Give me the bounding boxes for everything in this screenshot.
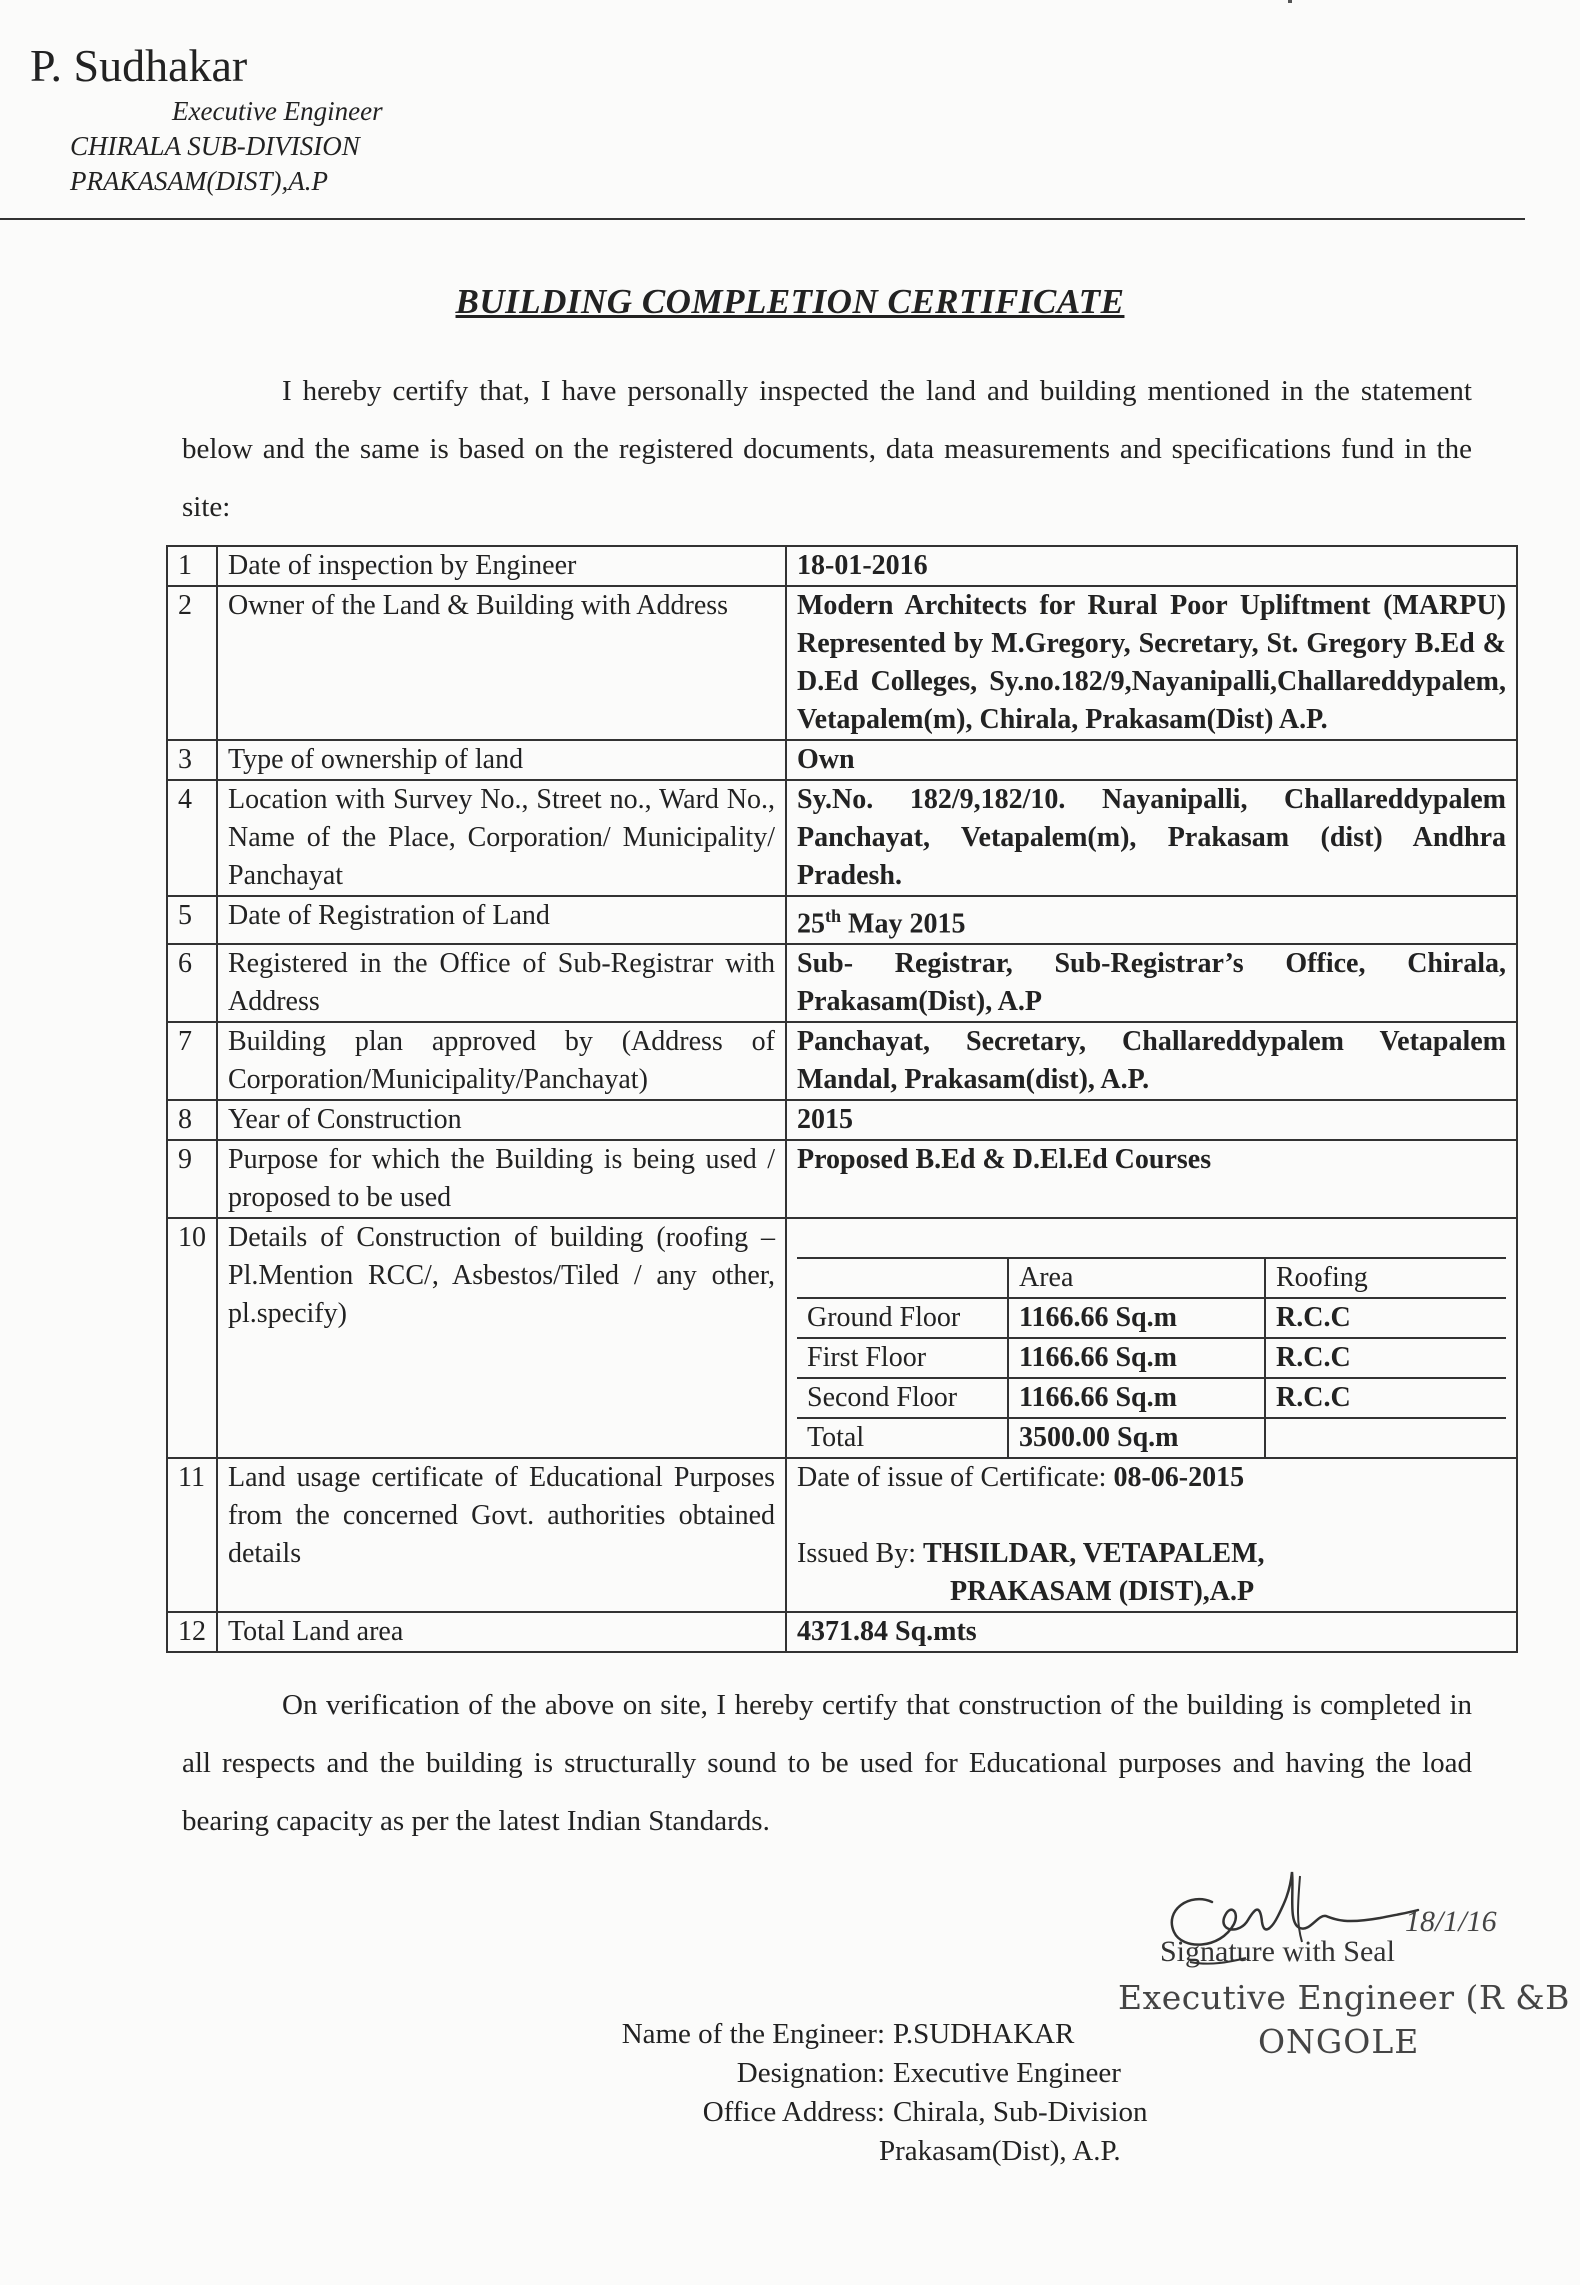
floor-name: First Floor xyxy=(797,1338,1008,1378)
registration-day-suffix: th xyxy=(825,906,842,926)
table-row xyxy=(167,944,1517,1022)
floor-area: 1166.66 Sq.m xyxy=(1008,1338,1265,1378)
engineer-name-label: Name of the Engineer: xyxy=(621,2018,885,2050)
row-number: 8 xyxy=(167,1100,217,1140)
row-value: 2015 xyxy=(786,1100,1517,1140)
engineer-office-label: Office Address: xyxy=(702,2096,885,2128)
letterhead-district: PRAKASAM(DIST),A.P xyxy=(70,166,328,196)
row-number: 9 xyxy=(167,1140,217,1218)
engineer-values xyxy=(879,2015,1148,2171)
table-row xyxy=(797,1298,1506,1338)
row-value: Sy.No. 182/9,182/10. Nayanipalli, Challareddypalem Panchayat, Vetapalem(m), Prakasam (dist) Andhra Pradesh. xyxy=(786,780,1517,896)
document-title: BUILDING COMPLETION CERTIFICATE xyxy=(455,282,1125,321)
issued-by-continuation: PRAKASAM (DIST),A.P xyxy=(950,1576,1255,1608)
table-row xyxy=(167,1458,1517,1612)
row-value: Proposed B.Ed & D.El.Ed Courses xyxy=(786,1140,1517,1218)
letterhead-designation: Executive Engineer xyxy=(172,96,383,126)
row-value: Own xyxy=(786,740,1517,780)
table-row xyxy=(167,586,1517,740)
issued-by-label: Issued By: xyxy=(797,1538,916,1570)
construction-header-blank xyxy=(797,1258,1008,1298)
row-number: 3 xyxy=(167,740,217,780)
certificate-table xyxy=(166,545,1518,1653)
table-row xyxy=(797,1338,1506,1378)
table-row xyxy=(167,1218,1517,1458)
row-label: Location with Survey No., Street no., Ward No., Name of the Place, Corporation/ Municipality/ Panchayat xyxy=(217,780,786,896)
row-label: Details of Construction of building (roofing –Pl.Mention RCC/, Asbestos/Tiled / any other, pl.specify) xyxy=(217,1218,786,1458)
seal-place: ONGOLE xyxy=(1258,2022,1420,2061)
floor-name: Ground Floor xyxy=(797,1298,1008,1338)
construction-header-row xyxy=(797,1258,1506,1298)
engineer-labels xyxy=(622,2015,885,2132)
registration-month-year: May 2015 xyxy=(848,908,966,940)
total-roofing-blank xyxy=(1265,1418,1506,1457)
table-row xyxy=(167,1612,1517,1652)
total-area: 3500.00 Sq.m xyxy=(1008,1418,1265,1457)
construction-table xyxy=(797,1219,1506,1457)
certificate-issue-date xyxy=(797,1459,1506,1497)
engineer-office-value-cont: Prakasam(Dist), A.P. xyxy=(879,2135,1121,2167)
header-divider xyxy=(0,218,1525,220)
table-row xyxy=(167,546,1517,586)
table-row xyxy=(167,1022,1517,1100)
row-label: Registered in the Office of Sub-Registrar with Address xyxy=(217,944,786,1022)
table-row xyxy=(797,1378,1506,1418)
table-row xyxy=(167,1140,1517,1218)
construction-spacer-cell xyxy=(797,1219,1506,1258)
intro-paragraph: I hereby certify that, I have personally inspected the land and building mentioned in the statement below and the same is based on the registered documents, data measurements and specifications fund in the site: xyxy=(182,375,1472,523)
row-value: 18-01-2016 xyxy=(786,546,1517,586)
letterhead-subdivision: CHIRALA SUB-DIVISION xyxy=(70,131,360,161)
total-label: Total xyxy=(797,1418,1008,1457)
row-value: Sub- Registrar, Sub-Registrar’s Office, Chirala, Prakasam(Dist), A.P xyxy=(786,944,1517,1022)
row-label: Type of ownership of land xyxy=(217,740,786,780)
row-value xyxy=(786,896,1517,944)
row-number: 4 xyxy=(167,780,217,896)
row-label: Year of Construction xyxy=(217,1100,786,1140)
seal-designation: Executive Engineer (R &B xyxy=(1118,1978,1570,2017)
construction-header-area: Area xyxy=(1008,1258,1265,1298)
signature-caption: Signature with Seal xyxy=(1160,1935,1395,1968)
floor-name: Second Floor xyxy=(797,1378,1008,1418)
engineer-designation-value: Executive Engineer xyxy=(893,2057,1121,2089)
row-number: 2 xyxy=(167,586,217,740)
row-number: 12 xyxy=(167,1612,217,1652)
scan-mark xyxy=(1288,0,1292,3)
row-label: Building plan approved by (Address of Corporation/Municipality/Panchayat) xyxy=(217,1022,786,1100)
construction-header-roofing: Roofing xyxy=(1265,1258,1506,1298)
row-label: Date of inspection by Engineer xyxy=(217,546,786,586)
floor-area: 1166.66 Sq.m xyxy=(1008,1378,1265,1418)
letterhead-name: P. Sudhakar xyxy=(30,40,248,91)
floor-roofing: R.C.C xyxy=(1265,1378,1506,1418)
issued-by-value: THSILDAR, VETAPALEM, xyxy=(923,1538,1265,1570)
floor-roofing: R.C.C xyxy=(1265,1298,1506,1338)
table-row xyxy=(167,780,1517,896)
engineer-name-value: P.SUDHAKAR xyxy=(893,2018,1075,2050)
table-row xyxy=(167,740,1517,780)
table-row xyxy=(167,896,1517,944)
table-row xyxy=(167,1100,1517,1140)
row-label: Date of Registration of Land xyxy=(217,896,786,944)
floor-area: 1166.66 Sq.m xyxy=(1008,1298,1265,1338)
row-number: 10 xyxy=(167,1218,217,1458)
land-usage-details xyxy=(786,1458,1517,1612)
issue-date-value: 08-06-2015 xyxy=(1113,1462,1245,1494)
row-number: 6 xyxy=(167,944,217,1022)
letterhead xyxy=(30,38,383,199)
row-value: Panchayat, Secretary, Challareddypalem Vetapalem Mandal, Prakasam(dist), A.P. xyxy=(786,1022,1517,1100)
row-number: 11 xyxy=(167,1458,217,1612)
row-label: Total Land area xyxy=(217,1612,786,1652)
signature-date: 18/1/16 xyxy=(1405,1905,1497,1938)
row-label: Purpose for which the Building is being used / proposed to be used xyxy=(217,1140,786,1218)
row-label: Owner of the Land & Building with Address xyxy=(217,586,786,740)
row-number: 7 xyxy=(167,1022,217,1100)
floor-roofing: R.C.C xyxy=(1265,1338,1506,1378)
issue-date-label: Date of issue of Certificate: xyxy=(797,1462,1107,1494)
issued-by xyxy=(797,1535,1506,1573)
engineer-office-value: Chirala, Sub-Division xyxy=(893,2096,1148,2128)
row-value: Modern Architects for Rural Poor Upliftment (MARPU) Represented by M.Gregory, Secretary, St. Gregory B.Ed & D.Ed Colleges, Sy.no.182/9,Nayanipalli,Challareddypalem, Vetapalem(m), Chirala, Prakasam(Dist) A.P. xyxy=(786,586,1517,740)
construction-details xyxy=(786,1218,1517,1458)
registration-day: 25 xyxy=(797,908,825,940)
closing-paragraph: On verification of the above on site, I hereby certify that construction of the building is completed in all respects and the building is structurally sound to be used for Educational purposes and having the load bearing capacity as per the latest Indian Standards. xyxy=(182,1689,1472,1837)
row-label: Land usage certificate of Educational Purposes from the concerned Govt. authorities obtained details xyxy=(217,1458,786,1612)
construction-total-row xyxy=(797,1418,1506,1457)
row-value: 4371.84 Sq.mts xyxy=(786,1612,1517,1652)
construction-spacer-row xyxy=(797,1219,1506,1258)
row-number: 1 xyxy=(167,546,217,586)
engineer-designation-label: Designation: xyxy=(736,2057,885,2089)
row-number: 5 xyxy=(167,896,217,944)
